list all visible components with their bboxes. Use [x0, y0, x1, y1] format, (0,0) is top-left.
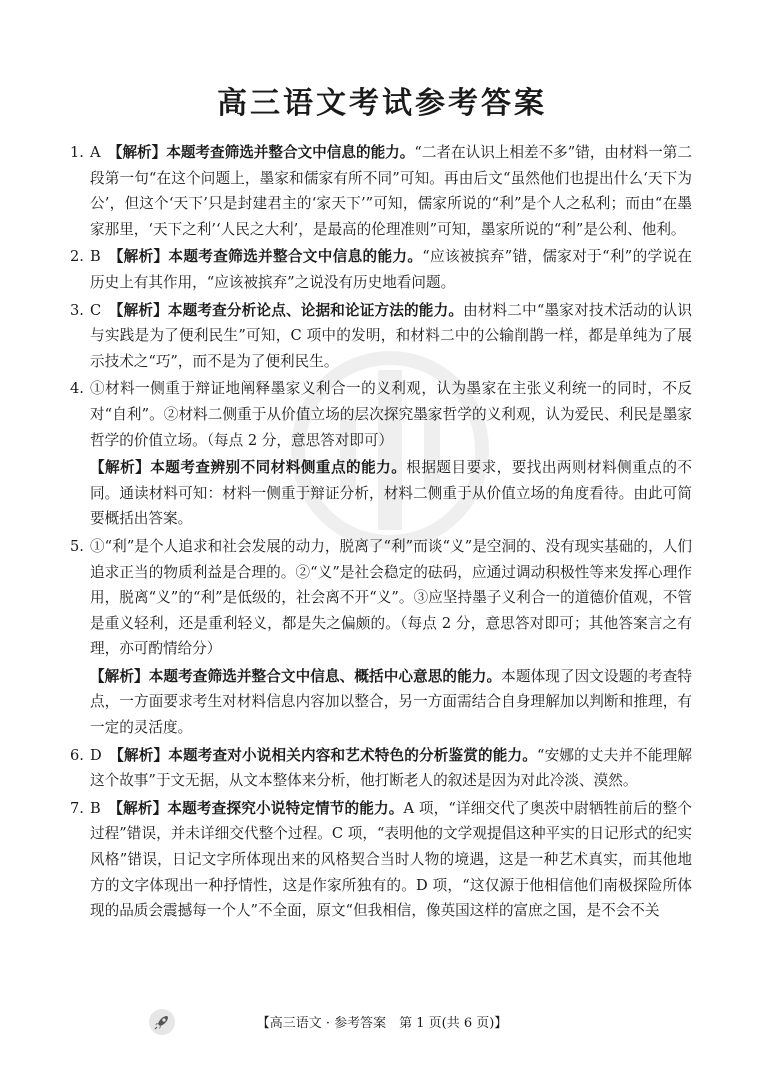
- item-answer: B: [90, 799, 101, 817]
- answer-item-6: [70, 743, 692, 794]
- item-answer: C: [90, 301, 102, 319]
- page-footer: 【高三语文 · 参考答案 第 1 页(共 6 页)】: [256, 1016, 508, 1031]
- analysis-tag: 【解析】本题考查筛选并整合文中信息的能力。: [115, 144, 415, 161]
- item-number: 6.: [70, 746, 84, 764]
- analysis-tag: 【解析】本题考查探究小说特定情节的能力。: [115, 799, 404, 817]
- answer-item-7: [70, 796, 692, 924]
- answer-list: [70, 140, 692, 926]
- analysis-tag: 【解析】本题考查筛选并整合文中信息的能力。: [116, 248, 423, 266]
- item-answer: D: [90, 746, 102, 764]
- analysis-tag: 【解析】本题考查筛选并整合文中信息、概括中心意思的能力。: [90, 667, 502, 685]
- item-text: ①“利”是个人追求和社会发展的动力，脱离了“利”而谈“义”是空洞的、没有现实基础的，人们追求正当的物质利益是合理的。②“义”是社会稳定的砝码，应通过调动积极性等来发挥心理作用，脱离“义”的“利”是低级的，社会离不开“义”。③应坚持墨子义利合一的道德价值观，不管是重义轻利，还是重利轻义，都是失之偏颇的。（每点 2 分，意思答对即可；其他答案言之有理，亦可酌情给分）: [90, 537, 692, 658]
- item-text: “安娜的丈夫并不能理解这个故事”于文无据，从文本整体来分析，他打断老人的叙述是因为对此冷淡、漠然。: [90, 746, 692, 790]
- item-text: 由材料二中“墨家对技术活动的认识与实践是为了便利民生”可知，C 项中的发明，和材料二中的公输削鹊一样，都是单纯为了展示技术之“巧”，而不是为了便利民生。: [90, 301, 692, 370]
- analysis-text: 本题体现了因文设题的考查特点，一方面要求考生对材料信息内容加以整合，另一方面需结合自身理解加以判断和推理，有一定的灵活度。: [90, 667, 692, 737]
- item-number: 1.: [70, 144, 84, 161]
- analysis-paragraph-4: [70, 455, 692, 532]
- answer-item-1: [70, 140, 692, 242]
- item-number: 4.: [70, 380, 84, 398]
- analysis-tag: 【解析】本题考查辨别不同材料侧重点的能力。: [90, 459, 407, 477]
- item-text: “二者在认识上相差不多”错，由材料一第二段第一句“在这个问题上，墨家和儒家有所不同”可知。再由后文“虽然他们也提出什么‘天下为公’，但这个‘天下’只是封建君主的‘家天下’”可知，儒家所说的“利”是个人之私利；而由“在墨家那里，‘天下之利’‘人民之大利’，是最高的伦理准则”可知，墨家所说的“利”是公利、他利。: [90, 144, 692, 238]
- item-number: 7.: [70, 799, 84, 817]
- answer-item-3: [70, 298, 692, 375]
- analysis-tag: 【解析】本题考查对小说相关内容和艺术特色的分析鉴赏的能力。: [116, 746, 538, 764]
- analysis-text: 根据题目要求，要找出两则材料侧重点的不同。通读材料可知：材料一侧重于辩证分析，材料二侧重于从价值立场的角度看待。由此可简要概括出答案。: [90, 459, 692, 528]
- item-text: ①材料一侧重于辩证地阐释墨家义利合一的义利观，认为墨家在主张义利统一的同时，不反对“自利”。②材料二侧重于从价值立场的层次探究墨家哲学的义利观，认为爱民、利民是墨家哲学的价值立场。（每点 2 分，意思答对即可）: [90, 380, 692, 449]
- item-number: 2.: [70, 248, 84, 266]
- analysis-tag: 【解析】本题考查分析论点、论据和论证方法的能力。: [116, 301, 464, 319]
- analysis-paragraph-5: [70, 664, 692, 741]
- item-answer: B: [90, 248, 101, 266]
- item-answer: A: [90, 144, 101, 161]
- page-title: 高三语文考试参考答案: [217, 86, 547, 121]
- answer-item-4: [70, 376, 692, 453]
- answer-item-5: [70, 534, 692, 662]
- answer-item-2: [70, 244, 692, 295]
- item-number: 3.: [70, 301, 84, 319]
- item-text: “应该被摈弃”错，儒家对于“利”的学说在历史上有其作用，“应该被摈弃”之说没有历史地看问题。: [90, 248, 692, 291]
- item-text: A 项，“详细交代了奥茨中尉牺牲前后的整个过程”错误，并未详细交代整个过程。C 项，“表明他的文学观提倡这种平实的日记形式的纪实风格”错误，日记文字所体现出来的风格契合当时人物的境遇，这是一种艺术真实，而其他地方的文字体现出一种抒情性，这是作家所独有的。D 项，“这仅源于他相信他们南极探险所体现的品质会震撼每一个人”不全面，原文“但我相信，像英国这样的富庶之国，是不会不关: [90, 799, 693, 920]
- item-number: 5.: [70, 537, 84, 555]
